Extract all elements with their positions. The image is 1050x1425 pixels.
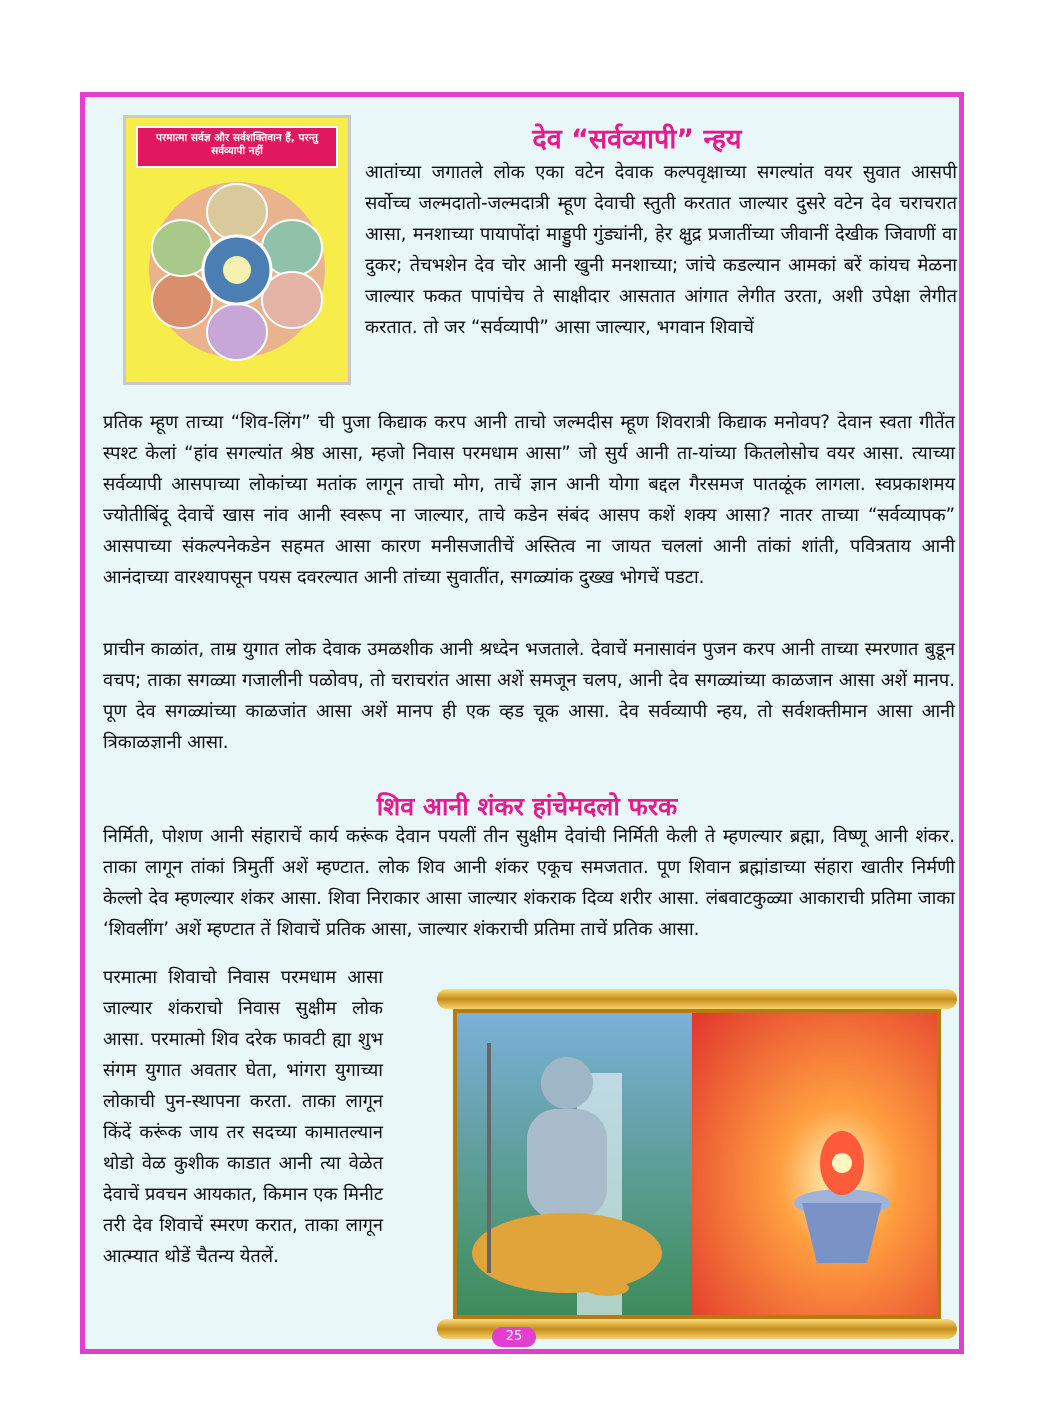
poster-image <box>123 115 351 385</box>
section2-heading: शिव आनी शंकर हांचेमदलो फरक <box>376 792 678 821</box>
poster-lotus-illustration <box>126 170 348 380</box>
scroll-rod-top <box>437 989 957 1009</box>
section2-paragraph-1: निर्मिती, पोशण आनी संहाराचें कार्य करूंक देवान पयलीं तीन सुक्षीम देवांची निर्मिती केली ते म्हणल्यार ब्रह्मा, विष्णू आनी शंकर. ताका लागून तांकां त्रिमुर्ती अशें म्हण्टात. लोक शिव आनी शंकर एकूच समजतात. पूण शिवान ब्रह्मांडाच्या संहारा खातीर निर्मणी केल्लो देव म्हणल्यार शंकर आसा. शिवा निराकार आसा जाल्यार शंकराक दिव्य शरीर आसा. लंबवाटकुळ्या आकाराची प्रतिमा जाका ‘शिवलींग’ अशें म्हण्टात तें शिवाचें प्रतिक आसा, जाल्यार शंकराची प्रतिमा ताचें प्रतिक आसा. <box>103 826 955 940</box>
section1-paragraph-1: प्रतिक म्हूण ताच्या “शिव-लिंग” ची पुजा किद्याक करप आनी ताचो जल्मदीस म्हूण शिवरात्री किद्याक मनोवप? देवान स्वता गीतेंत स्पश्ट केलां “हांव सगल्यांत श्रेष्ठ आसा, म्हजो निवास परमधाम आसा” जो सुर्य आनी ता-यांच्या कितलोसोच वयर आसा. त्याच्या सर्वव्यापी आसपाच्या लोकांच्या मतांक लागून ताचो मोग, ताचें ज्ञान आनी योगा बद्दल गैरसमज पातळूंक लागला. स्वप्रकाशमय ज्योतीबिंदू देवाचें खास नांव आनी स्वरूप ना जाल्यार, ताचे कडेन संबंद आसप कशें शक्य आसा? नातर ताच्या “सर्वव्यापक” आसपाच्या संकल्पनेकडेन सहमत आसा कारण मनीसजातीचें अस्तित्व ना जायत चललां आनी तांकां शांती, पवित्रताय आनी आनंदाच्या वारश्यापसून पयस दवरल्यात आनी तांच्या सुवातींत, सगळ्यांक दुख्ख भोगचें पडटा. <box>103 412 955 588</box>
page-frame <box>80 92 964 1354</box>
poster-title: परमात्मा सर्वज्ञ और सर्वशक्तिवान हैं, परन्तु सर्वव्यापी नहीं <box>136 126 338 168</box>
scroll-image <box>437 989 957 1339</box>
section1-heading: देव “सर्वव्यापी” न्हय <box>532 124 742 155</box>
section1-paragraph-2: प्राचीन काळांत, ताम्र युगात लोक देवाक उमळशीक आनी श्रध्देन भजताले. देवाचें मनासावंन पुजन करप आनी ताच्या स्मरणात बुडून वचप; ताका सगळ्या गजालीनी पळोवप, तो चराचरांत आसा अशें समजून चलप, आनी देव सगळ्यांच्या काळजान आसा अशें मानप. पूण देव सगळ्यांच्या काळजांत आसा अशें मानप ही एक व्हड चूक आसा. देव सर्वव्यापी न्हय, तो सर्वशक्तीमान आसा आनी त्रिकाळज्ञानी आसा. <box>103 639 955 753</box>
section1-paragraph-top: आतांच्या जगातले लोक एका वटेन देवाक कल्पवृक्षाच्या सगल्यांत वयर सुवात आसपी सर्वोच्च जल्मदातो-जल्मदात्री म्हूण देवाची स्तुती करतात जाल्यार दुसरे वटेन देव चराचरात आसा, मनशाच्या पायापोंदां माड्डुपी गुंड्यांनी, हेर क्षुद्र प्रजातींच्या जीवानीं देखीक जिवाणीं वा दुकर; तेचभशेन देव चोर आनी खुनी मनशाच्या; जांचे कडल्यान आमकां बरें कांयच मेळना जाल्यार फकत पापांचेच ते साक्षीदार आसतात आंगात लेगीत उरता, अशी उपेक्षा लेगीत करतात. तो जर “सर्वव्यापी” आसा जाल्यार, भगवान शिवाचें <box>365 162 957 338</box>
page-content <box>97 107 957 1344</box>
scroll-picture <box>457 1013 937 1315</box>
shiva-shivling-illustration <box>453 1009 941 1319</box>
section2-paragraph-2: परमात्मा शिवाचो निवास परमधाम आसा जाल्यार शंकराचो निवास सुक्षीम लोक आसा. परमात्मो शिव दरेक फावटी ह्या शुभ संगम युगात अवतार घेता, भांगरा युगाच्या लोकाची पुन-स्थापना करता. ताका लागून किंदें करूंक जाय तर सदच्या कामातल्यान थोडो वेळ कुशीक काडात आनी त्या वेळेत देवाचें प्रवचन आयकात, किमान एक मिनीट तरी देव शिवाचें स्मरण करात, ताका लागून आत्म्यात थोडें चैतन्य येतलें. <box>103 967 383 1267</box>
page-number: 25 <box>492 1327 536 1347</box>
